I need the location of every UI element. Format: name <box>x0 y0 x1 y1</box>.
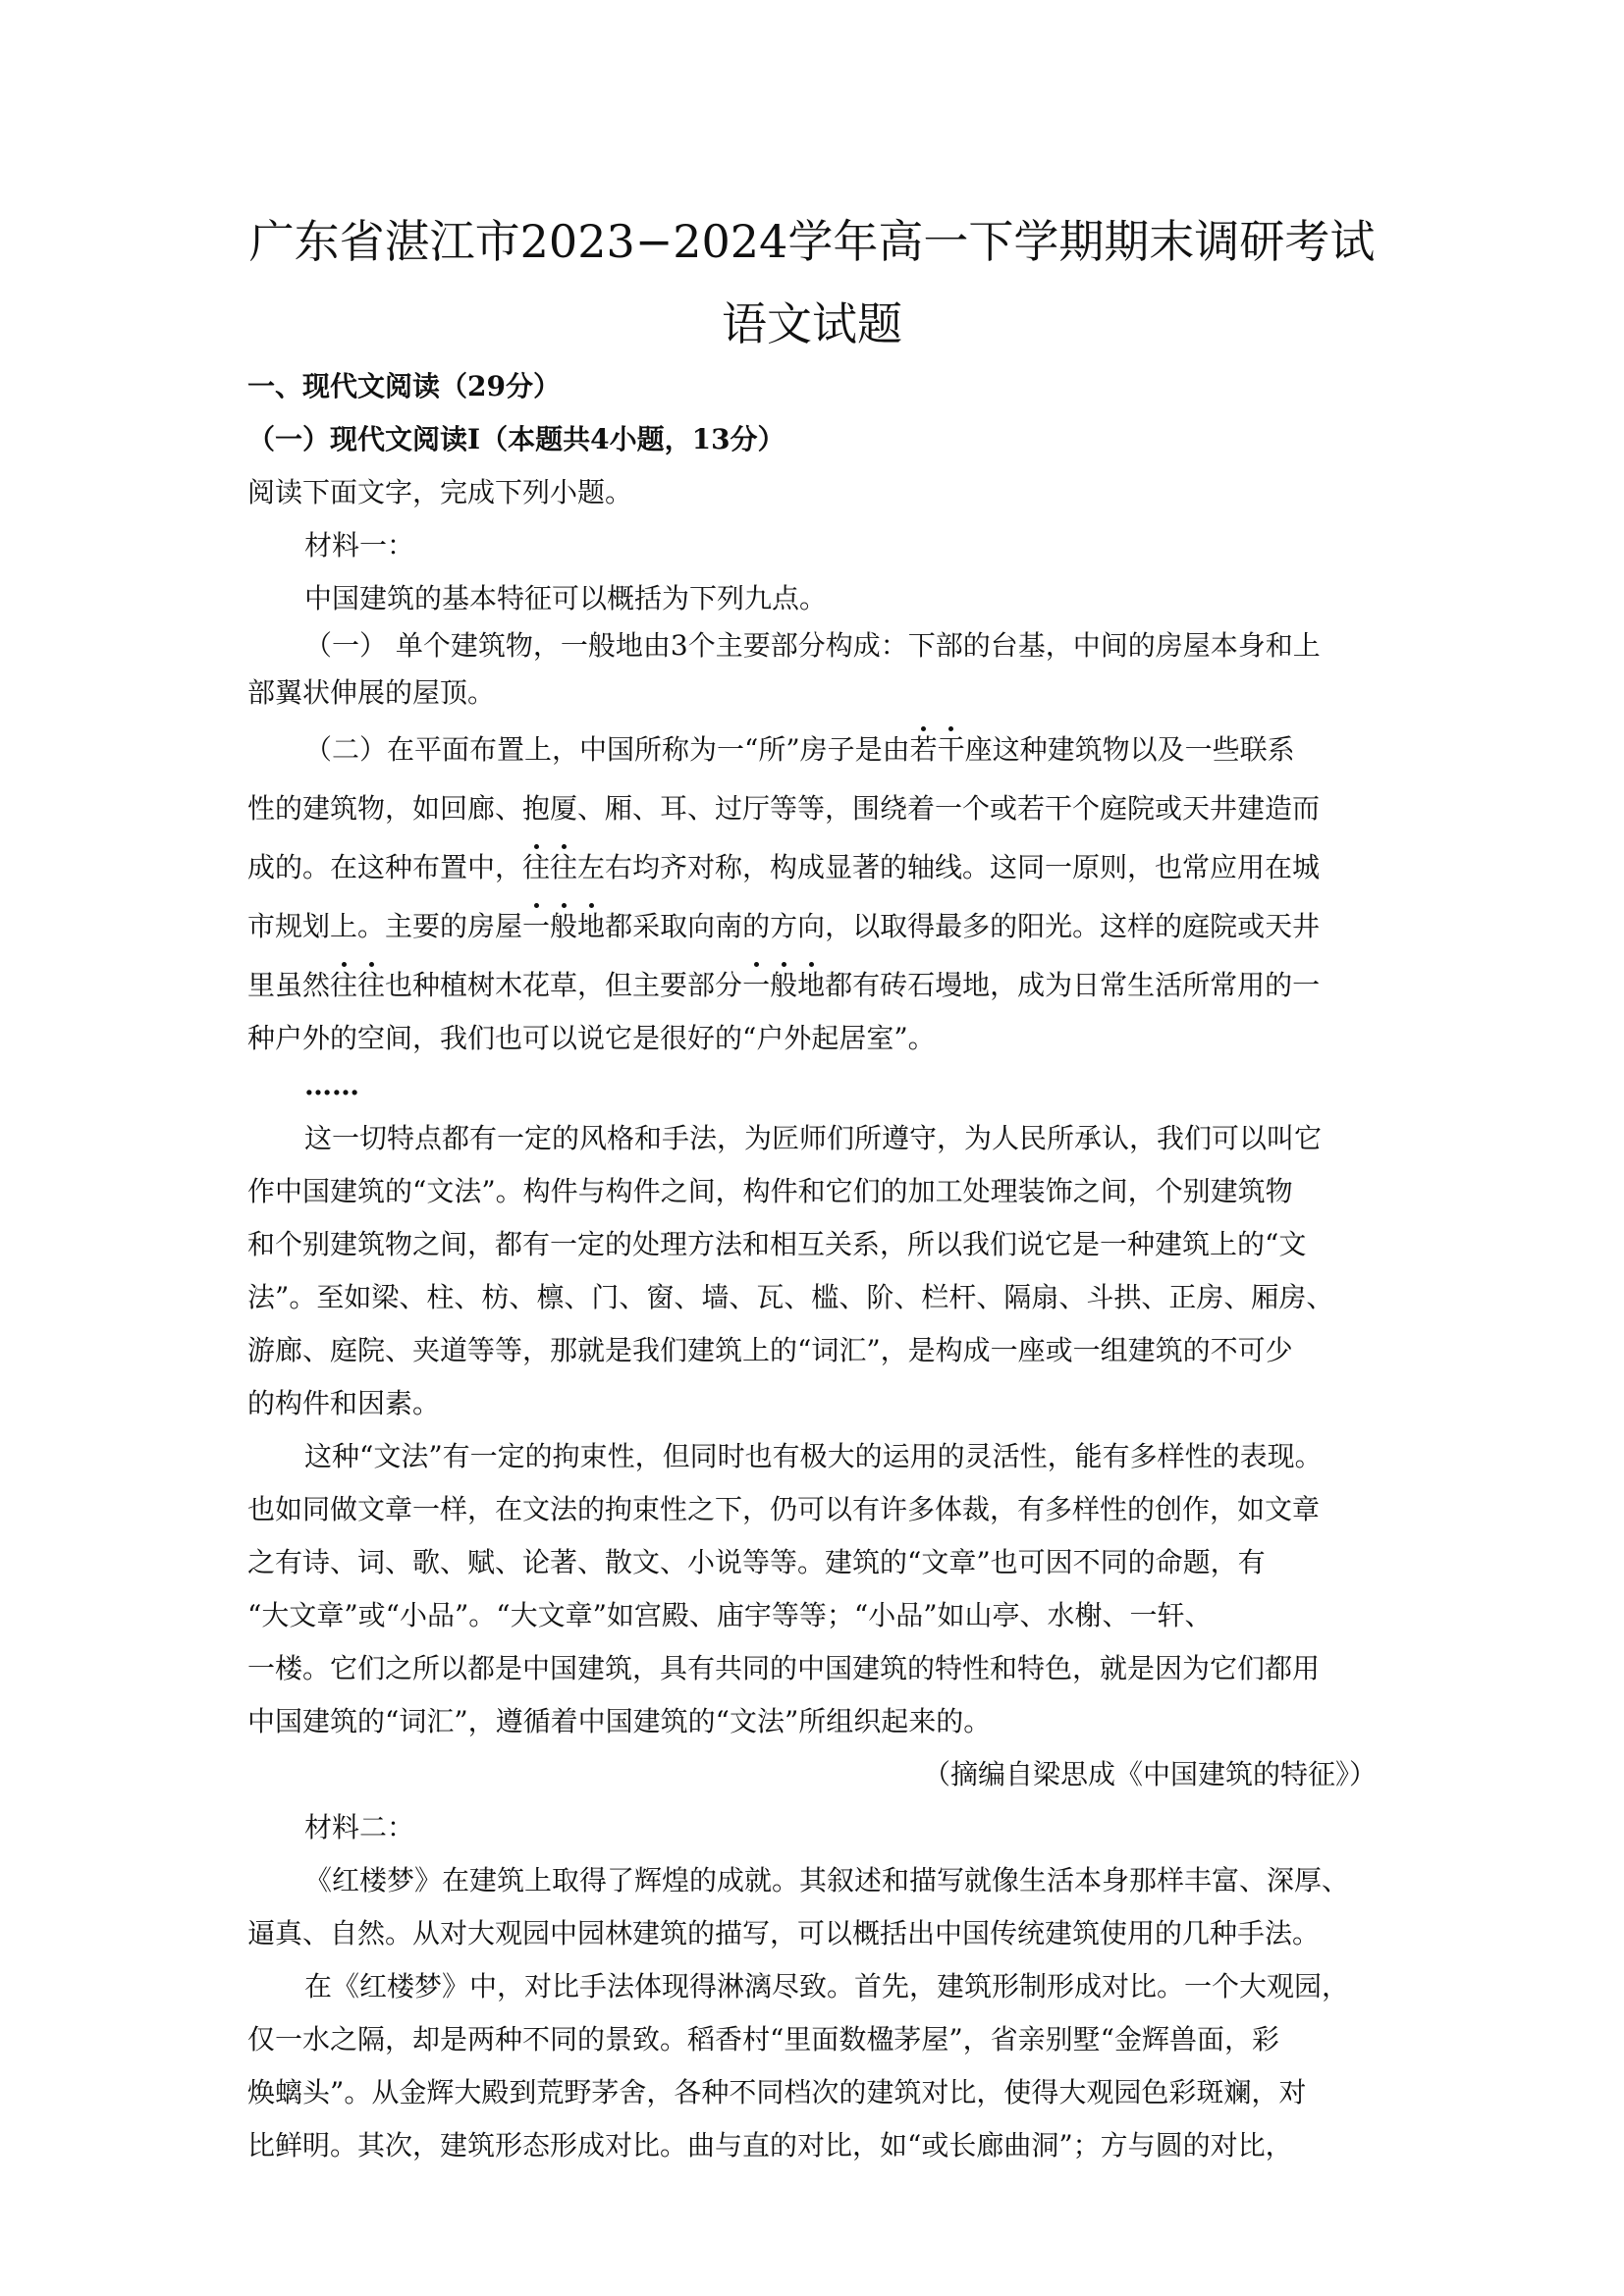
emphasis-dotted-text <box>330 969 385 1001</box>
text-segment: 也种植树木花草，但主要部分 <box>385 969 743 1001</box>
exam-subtitle: 语文试题 <box>722 297 902 350</box>
emphasis-dotted-text <box>742 969 825 1001</box>
paragraph-line: 性的建筑物，如回廊、抱厦、厢、耳、过厅等等，围绕着一个或若干个庭院或天井建造而 <box>247 792 1321 825</box>
paragraph-line <box>247 850 1320 885</box>
text-segment: 成的。在这种布置中， <box>247 851 523 883</box>
paragraph-line: 仅一水之隔，却是两种不同的景致。稻香村“里面数楹茅屋”，省亲别墅“金辉兽面，彩 <box>247 2023 1279 2056</box>
subsection-heading: （一）现代文阅读Ⅰ（本题共4小题，13分） <box>247 423 785 455</box>
paragraph-line: 种户外的空间，我们也可以说它是很好的“户外起居室”。 <box>247 1022 936 1054</box>
emphasis-dot-char: 地 <box>577 910 606 942</box>
material2-label: 材料二： <box>304 1811 415 1843</box>
paragraph-line: 和个别建筑物之间，都有一定的处理方法和相互关系，所以我们说它是一种建筑上的“文 <box>247 1228 1307 1260</box>
emphasis-dotted-text <box>910 733 965 766</box>
text-segment: 都有砖石墁地，成为日常生活所常用的一 <box>825 969 1321 1001</box>
paragraph-line: 也如同做文章一样，在文法的拘束性之下，仍可以有许多体裁，有多样性的创作，如文章 <box>247 1493 1321 1525</box>
emphasis-dotted-text <box>522 851 577 883</box>
paragraph-line: “大文章”或“小品”。“大文章”如宫殿、庙宇等等；“小品”如山亭、水榭、一轩、 <box>247 1599 1213 1631</box>
paragraph-line: 中国建筑的“词汇”，遵循着中国建筑的“文法”所组织起来的。 <box>247 1705 992 1737</box>
emphasis-dot-char: 一 <box>742 969 771 1001</box>
paragraph-line: 在《红楼梦》中，对比手法体现得淋漓尽致。首先，建筑形制形成对比。一个大观园， <box>304 1970 1350 2002</box>
paragraph-line <box>304 732 1295 768</box>
material1-label: 材料一： <box>304 529 415 561</box>
emphasis-dot-char: 若 <box>909 733 938 766</box>
paragraph-line: 游廊、庭院、夹道等等，那就是我们建筑上的“词汇”，是构成一座或一组建筑的不可少 <box>247 1334 1293 1366</box>
paragraph-line <box>247 968 1320 1003</box>
paragraph-line: 焕螭头”。从金辉大殿到荒野茅舍，各种不同档次的建筑对比，使得大观园色彩斑斓，对 <box>247 2076 1307 2109</box>
emphasis-dot-char: 干 <box>937 733 965 766</box>
paragraph-line: 的构件和因素。 <box>247 1387 441 1419</box>
emphasis-dot-char: 往 <box>522 851 551 883</box>
paragraph-line: （一） 单个建筑物，一般地由3个主要部分构成：下部的台基，中间的房屋本身和上 <box>304 629 1321 662</box>
emphasis-dot-char: 地 <box>797 969 826 1001</box>
text-segment: 左右均齐对称，构成显著的轴线。这同一原则，也常应用在城 <box>577 851 1321 883</box>
text-segment: 座这种建筑物以及一些联系 <box>964 733 1295 766</box>
emphasis-dot-char: 般 <box>770 969 798 1001</box>
paragraph-line: 比鲜明。其次，建筑形态形成对比。曲与直的对比，如“或长廊曲洞”；方与圆的对比， <box>247 2129 1293 2162</box>
paragraph-line: 《红楼梦》在建筑上取得了辉煌的成就。其叙述和描写就像生活本身那样丰富、深厚、 <box>304 1864 1350 1896</box>
paragraph-line: 作中国建筑的“文法”。构件与构件之间，构件和它们的加工处理装饰之间，个别建筑物 <box>247 1175 1293 1207</box>
exam-title: 广东省湛江市2023−2024学年高一下学期期末调研考试 <box>248 215 1376 268</box>
text-segment: 市规划上。主要的房屋 <box>247 910 523 942</box>
text-segment: （二）在平面布置上，中国所称为一“所”房子是由 <box>304 733 910 766</box>
text-segment: 都采取向南的方向，以取得最多的阳光。这样的庭院或天井 <box>605 910 1321 942</box>
paragraph-line: 这种“文法”有一定的拘束性，但同时也有极大的运用的灵活性，能有多样性的表现。 <box>304 1440 1323 1472</box>
text-segment: 里虽然 <box>247 969 331 1001</box>
paragraph-line: 部翼状伸展的屋顶。 <box>247 676 496 709</box>
emphasis-dotted-text <box>522 910 605 942</box>
paragraph-line: 这一切特点都有一定的风格和手法，为匠师们所遵守，为人民所承认，我们可以叫它 <box>304 1122 1323 1154</box>
emphasis-dot-char: 往 <box>357 969 386 1001</box>
emphasis-dot-char: 般 <box>550 910 578 942</box>
instruction-text: 阅读下面文字，完成下列小题。 <box>247 476 633 508</box>
emphasis-dot-char: 往 <box>330 969 358 1001</box>
emphasis-dot-char: 往 <box>550 851 578 883</box>
emphasis-dot-char: 一 <box>522 910 551 942</box>
source-citation: （摘编自梁思成《中国建筑的特征》） <box>922 1758 1377 1790</box>
material1-intro: 中国建筑的基本特征可以概括为下列九点。 <box>304 582 828 614</box>
paragraph-line <box>247 909 1320 944</box>
paragraph-line: 之有诗、词、歌、赋、论著、散文、小说等等。建筑的“文章”也可因不同的命题，有 <box>247 1546 1266 1578</box>
paragraph-line: 逼真、自然。从对大观园中园林建筑的描写，可以概括出中国传统建筑使用的几种手法。 <box>247 1917 1321 1949</box>
paragraph-line: 法”。至如梁、柱、枋、檩、门、窗、墙、瓦、槛、阶、栏杆、隔扇、斗拱、正房、厢房、 <box>247 1281 1334 1313</box>
section-heading: 一、现代文阅读（29分） <box>247 370 561 402</box>
ellipsis: …… <box>304 1069 359 1101</box>
paragraph-line: 一楼。它们之所以都是中国建筑，具有共同的中国建筑的特性和特色，就是因为它们都用 <box>247 1652 1321 1684</box>
